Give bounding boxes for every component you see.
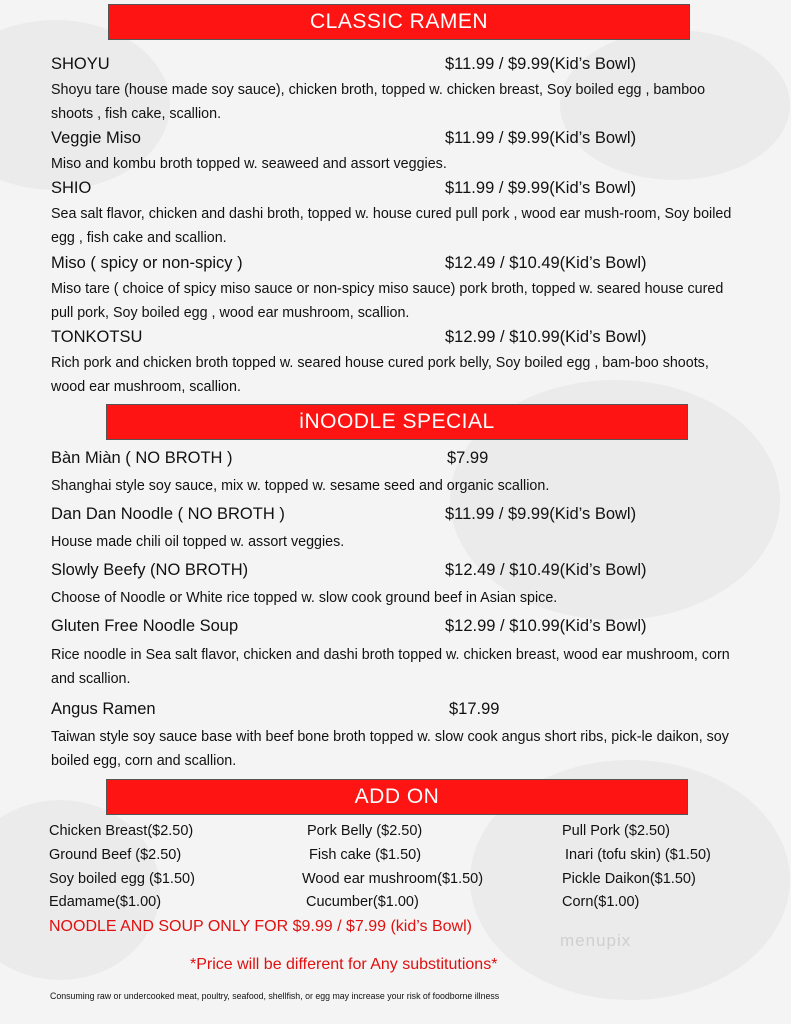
item-name-shio: SHIO <box>51 179 92 197</box>
item-desc-tonkotsu: Rich pork and chicken broth topped w. seared house cured pork belly, Soy boiled egg , bam-boo shoots, wood ear mushroom, scallion. <box>51 355 709 395</box>
item-name-angus-ramen: Angus Ramen <box>51 700 156 718</box>
item-price-slowly-beefy: $12.49 / $10.49(Kid’s Bowl) <box>445 561 647 579</box>
section-banner-classic-ramen: CLASSIC RAMEN <box>108 4 690 40</box>
item-price-ban-mian: $7.99 <box>447 449 489 467</box>
addon-item: Soy boiled egg ($1.50) <box>49 871 195 887</box>
item-name-veggie-miso: Veggie Miso <box>51 129 141 147</box>
item-name-ban-mian: Bàn Miàn ( NO BROTH ) <box>51 449 233 467</box>
section-banner-add-on: ADD ON <box>106 779 688 815</box>
item-price-dan-dan-noodle: $11.99 / $9.99(Kid’s Bowl) <box>445 505 637 523</box>
noodle-soup-only-offer: NOODLE AND SOUP ONLY FOR $9.99 / $7.99 (kid’s Bowl) <box>49 918 472 935</box>
item-name-tonkotsu: TONKOTSU <box>51 328 143 346</box>
item-name-gluten-free-noodle-soup: Gluten Free Noodle Soup <box>51 617 239 635</box>
item-name-slowly-beefy: Slowly Beefy (NO BROTH) <box>51 561 249 579</box>
addon-item: Ground Beef ($2.50) <box>49 847 182 863</box>
item-desc-ban-mian: Shanghai style soy sauce, mix w. topped w. sesame seed and organic scallion. <box>51 478 550 494</box>
addon-item: Pull Pork ($2.50) <box>562 823 670 839</box>
item-desc-shoyu: Shoyu tare (house made soy sauce), chicken broth, topped w. chicken breast, Soy boiled egg , bamboo shoots , fish cake, scallion. <box>51 82 706 122</box>
item-desc-angus-ramen: Taiwan style soy sauce base with beef bone broth topped w. slow cook angus short ribs, pick-le daikon, soy boiled egg, corn and scallion. <box>51 729 729 769</box>
item-price-miso: $12.49 / $10.49(Kid’s Bowl) <box>445 254 647 272</box>
addon-item: Fish cake ($1.50) <box>309 847 422 863</box>
item-desc-gluten-free-noodle-soup: Rice noodle in Sea salt flavor, chicken and dashi broth topped w. chicken breast, wood ear mushroom, corn and scallion. <box>51 647 730 687</box>
foodborne-illness-disclaimer: Consuming raw or undercooked meat, poultry, seafood, shellfish, or egg may increase your risk of foodborne illness <box>50 991 500 1001</box>
addon-item: Chicken Breast($2.50) <box>49 823 194 839</box>
addon-item: Pickle Daikon($1.50) <box>562 871 696 887</box>
item-desc-veggie-miso: Miso and kombu broth topped w. seaweed and assort veggies. <box>51 156 447 172</box>
addon-item: Pork Belly ($2.50) <box>307 823 423 839</box>
item-name-miso: Miso ( spicy or non-spicy ) <box>51 254 243 272</box>
item-price-gluten-free-noodle-soup: $12.99 / $10.99(Kid’s Bowl) <box>445 617 647 635</box>
item-price-angus-ramen: $17.99 <box>449 700 500 718</box>
item-name-dan-dan-noodle: Dan Dan Noodle ( NO BROTH ) <box>51 505 285 523</box>
addon-item: Wood ear mushroom($1.50) <box>302 871 484 887</box>
item-desc-dan-dan-noodle: House made chili oil topped w. assort veggies. <box>51 534 345 550</box>
item-price-shoyu: $11.99 / $9.99(Kid’s Bowl) <box>445 55 637 73</box>
menupix-watermark: menupix <box>560 931 632 950</box>
addon-item: Inari (tofu skin) ($1.50) <box>565 847 711 863</box>
item-price-tonkotsu: $12.99 / $10.99(Kid’s Bowl) <box>445 328 647 346</box>
item-price-shio: $11.99 / $9.99(Kid’s Bowl) <box>445 179 637 197</box>
addon-item: Edamame($1.00) <box>49 894 162 910</box>
item-price-veggie-miso: $11.99 / $9.99(Kid’s Bowl) <box>445 129 637 147</box>
item-desc-shio: Sea salt flavor, chicken and dashi broth, topped w. house cured pull pork , wood ear mush-room, Soy boiled egg , fish cake and scallion. <box>51 206 732 246</box>
addon-item: Corn($1.00) <box>562 894 640 910</box>
addon-item: Cucumber($1.00) <box>306 894 419 910</box>
section-banner-inoodle-special: iNOODLE SPECIAL <box>106 404 688 440</box>
substitution-note: *Price will be different for Any substitutions* <box>190 956 498 973</box>
item-name-shoyu: SHOYU <box>51 55 110 73</box>
item-desc-miso: Miso tare ( choice of spicy miso sauce or non-spicy miso sauce) pork broth, topped w. seared house cured pull pork, Soy boiled egg , wood ear mushroom, scallion. <box>51 281 724 321</box>
item-desc-slowly-beefy: Choose of Noodle or White rice topped w. slow cook ground beef in Asian spice. <box>51 590 558 606</box>
